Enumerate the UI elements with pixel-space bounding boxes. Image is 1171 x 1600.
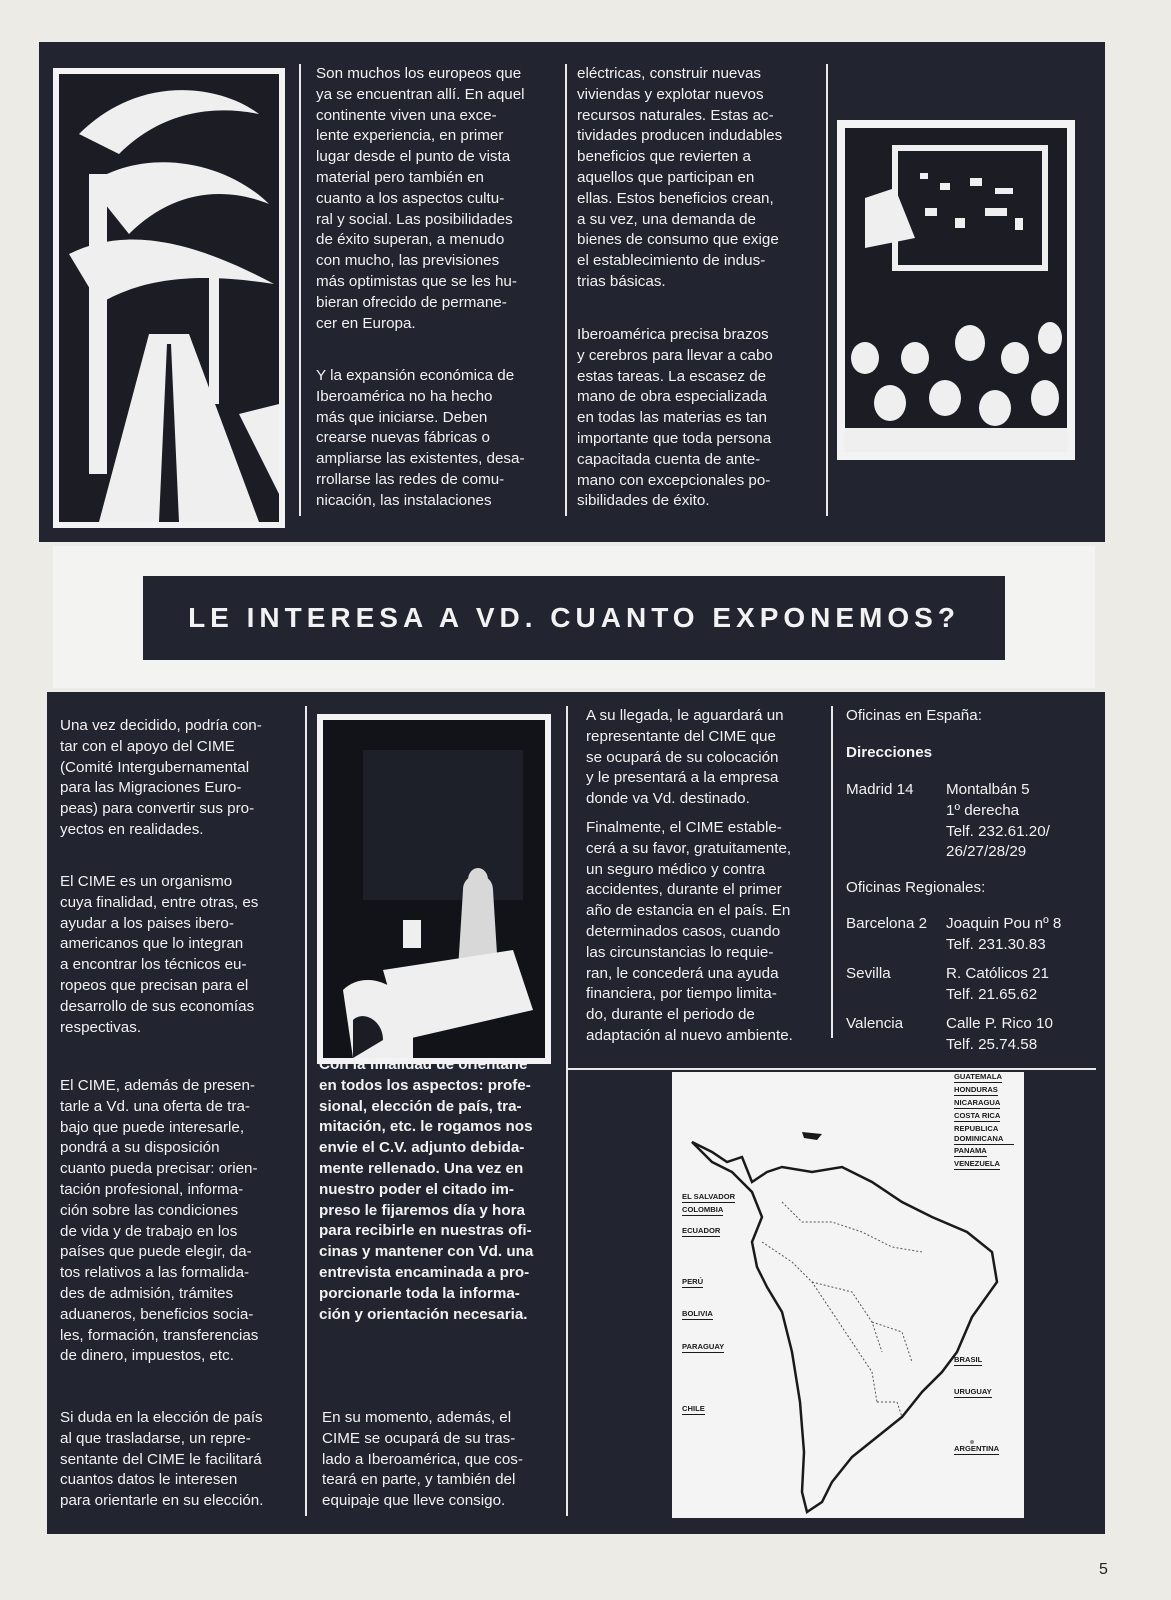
office-city: Valencia xyxy=(846,1015,904,1032)
office-barcelona xyxy=(846,914,1096,956)
banner-title-bar xyxy=(143,576,1005,660)
column-rule xyxy=(831,706,833,1038)
column-rule xyxy=(565,64,567,516)
map-label-nicaragua: NICARAGUA xyxy=(954,1098,1001,1107)
arrival-text: A su llegada, le aguardará un representante del CIME que se ocupará de su colocación y le presentará a la empresa donde va Vd. destinado. xyxy=(586,707,784,808)
map-label-colombia: COLOMBIA xyxy=(682,1205,724,1214)
classroom-illustration xyxy=(837,120,1075,460)
map-rule xyxy=(566,1068,1096,1070)
map-label-argentina: ARGENTINA xyxy=(954,1444,1000,1453)
cime-purpose-text: El CIME es un organismo cuya finalidad, entre otras, es ayudar a los paises ibero- americanos que lo integran a encontrar los técnicos eu- ropeos que precisan para el desarrollo de sus economías respectivas. xyxy=(60,873,259,1036)
cime-services-text: El CIME, además de presen- tarle a Vd. una oferta de tra- bajo que puede interesarle, pondrá a su disposición cuanto pueda precisar: orien- tación profesional, informa- ción sobre las condiciones de vida y de trabajo en los países que puede elegir, da- tos relativos a las formalida- des de admisión, trámites aduaneros, beneficios socia- les, formación, transferencias de dinero, impuestos, etc. xyxy=(60,1077,259,1365)
map-label-brasil: BRASIL xyxy=(954,1355,983,1364)
column-rule xyxy=(826,64,828,516)
intro-column-1b: Y la expansión económica de Iberoamérica no ha hecho más que iniciarse. Deben crearse nuevas fábricas o ampliarse las existentes, desa- rrollarse las redes de comu- nicación, las instalaciones xyxy=(316,367,525,509)
map-label-venezuela: VENEZUELA xyxy=(954,1159,1000,1168)
country-choice-text: Si duda en la elección de país al que trasladarse, un repre- sentante del CIME le facilitará cuantos datos le interesen para orientarle en su elección. xyxy=(60,1409,264,1510)
regional-heading: Oficinas Regionales: xyxy=(846,879,986,896)
relocation-text: En su momento, además, el CIME se ocupará de su tras- lado a Iberoamérica, que cos- teará en parte, y también del equipaje que lleve consigo. xyxy=(322,1409,523,1510)
interview-illustration xyxy=(317,714,551,1064)
map-label-republica-dominicana: REPUBLICA DOMINICANA xyxy=(954,1124,1014,1145)
map-label-ecuador: ECUADOR xyxy=(682,1226,721,1235)
map-label-peru: PERÚ xyxy=(682,1277,704,1286)
column-rule xyxy=(305,706,307,1516)
map-label-el-salvador: EL SALVADOR xyxy=(682,1192,736,1201)
office-valencia xyxy=(846,1014,1096,1056)
map-label-uruguay: URUGUAY xyxy=(954,1387,992,1396)
map-label-paraguay: PARAGUAY xyxy=(682,1342,725,1351)
offices-heading: Oficinas en España: xyxy=(846,707,982,724)
map-label-guatemala: GUATEMALA xyxy=(954,1072,1002,1081)
intro-column-2: eléctricas, construir nuevas viviendas y explotar nuevos recursos naturales. Estas ac- tividades producen indudables beneficios que revierten a aquellos que participan en ellas. Estos beneficios crean, a su vez, una demanda de bienes de consumo que exige el establecimiento de indus- trias básicas. xyxy=(577,65,783,290)
top-panel xyxy=(39,42,1105,542)
office-address: Joaquin Pou nº 8 Telf. 231.30.83 xyxy=(946,915,1062,953)
latin-america-map xyxy=(672,1072,1024,1518)
office-city: Madrid 14 xyxy=(846,781,914,798)
office-madrid xyxy=(846,780,1096,864)
banner-title: LE INTERESA A VD. CUANTO EXPONEMOS? xyxy=(188,602,960,633)
page-number: 5 xyxy=(1099,1561,1108,1578)
map-label-chile: CHILE xyxy=(682,1404,705,1413)
office-address: Calle P. Rico 10 Telf. 25.74.58 xyxy=(946,1015,1053,1053)
office-address: Montalbán 5 1º derecha Telf. 232.61.20/ 26/27/28/29 xyxy=(946,781,1050,861)
cv-request-text: Con la finalidad de orientarle en todos los aspectos: profe- sional, elección de país, tra- mitación, etc. le rogamos nos envie el C.V. adjunto debida- mente rellenado. Una vez en nuestro poder el citado im- preso le fijaremos día y hora para recibirle en nuestras ofi- cinas y mantener con Vd. una entrevista encaminada a pro- porcionarle toda la informa- ción y orientación necesaria. xyxy=(319,1056,534,1323)
directions-heading: Direcciones xyxy=(846,744,933,761)
intro-column-1: Son muchos los europeos que ya se encuentran allí. En aquel continente viven una exce- lente experiencia, en primer lugar desde el punto de vista material pero también en cuanto a los aspectos cultu- ral y social. Las posibilidades de éxito superan, a menudo con mucho, las previsiones más optimistas que se les hu- bieran ofrecido de permane- cer en Europa. xyxy=(316,65,525,332)
cime-support-text: Una vez decidido, podría con- tar con el apoyo del CIME (Comité Intergubernamental para las Migraciones Euro- peas) para convertir sus pro- yectos en realidades. xyxy=(60,717,262,838)
office-sevilla xyxy=(846,964,1096,1006)
map-label-panama: PANAMA xyxy=(954,1146,987,1155)
banner-box xyxy=(53,546,1095,688)
map-label-bolivia: BOLIVIA xyxy=(682,1309,713,1318)
road-illustration xyxy=(53,68,285,528)
map-label-honduras: HONDURAS xyxy=(954,1085,998,1094)
office-address: R. Católicos 21 Telf. 21.65.62 xyxy=(946,965,1049,1003)
bottom-panel xyxy=(47,692,1105,1534)
map-label-costa-rica: COSTA RICA xyxy=(954,1111,1001,1120)
column-rule xyxy=(299,64,301,516)
intro-column-2b: Iberoamérica precisa brazos y cerebros para llevar a cabo estas tareas. La escasez de mano de obra especializada en todas las materias es tan importante que toda persona capacitada cuenta de ante- mano con excepcionales po- sibilidades de éxito. xyxy=(577,326,773,510)
office-city: Barcelona 2 xyxy=(846,915,928,932)
office-city: Sevilla xyxy=(846,965,891,982)
insurance-text: Finalmente, el CIME estable- cerá a su favor, gratuitamente, un seguro médico y contra accidentes, durante el primer año de estancia en el país. En determinados casos, cuando las circunstancias lo requie- ran, le concederá una ayuda financiera, por tiempo limita- do, durante el periodo de adaptación al nuevo ambiente. xyxy=(586,819,793,1044)
column-rule xyxy=(566,706,568,1516)
